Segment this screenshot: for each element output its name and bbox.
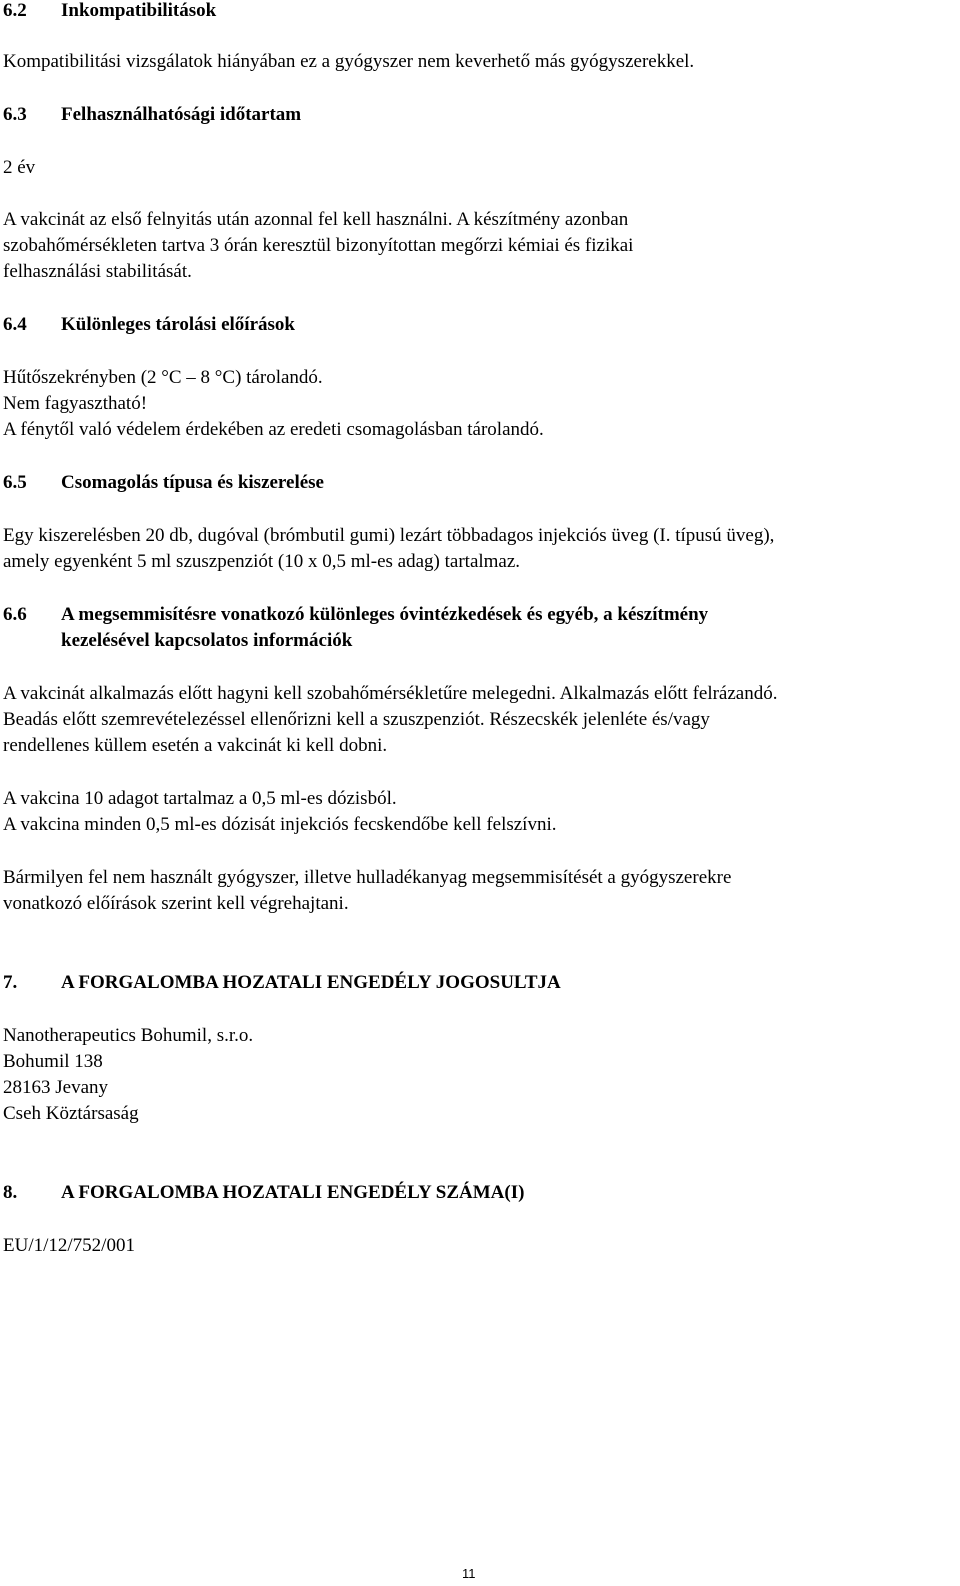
section-number: 6.3 — [3, 104, 27, 125]
section-6-6-p2-line-2: A vakcina minden 0,5 ml-es dózisát injekciós fecskendőbe kell felszívni. — [3, 814, 557, 835]
section-6-4-heading — [3, 312, 295, 338]
section-title: A megsemmisítésre vonatkozó különleges óvintézkedések és egyéb, a készítmény — [61, 604, 709, 625]
section-6-6-heading-cont: kezelésével kapcsolatos információk — [61, 630, 353, 651]
section-6-2-text: Kompatibilitási vizsgálatok hiányában ez a gyógyszer nem keverhető más gyógyszerekkel. — [3, 51, 695, 72]
section-6-6-p1-line-3: rendellenes küllem esetén a vakcinát ki kell dobni. — [3, 735, 388, 756]
section-6-6-p1-line-2: Beadás előtt szemrevételezéssel ellenőrizni kell a szuszpenziót. Részecskék jelenléte és/vagy — [3, 709, 710, 730]
holder-country: Cseh Köztársaság — [3, 1103, 139, 1124]
section-6-5-line-1: Egy kiszerelésben 20 db, dugóval (brómbutil gumi) lezárt többadagos injekciós üveg (I. típusú üveg), — [3, 525, 775, 546]
shelf-life-value: 2 év — [3, 157, 36, 178]
holder-name: Nanotherapeutics Bohumil, s.r.o. — [3, 1025, 254, 1046]
section-6-5-line-2: amely egyenként 5 ml szuszpenziót (10 x 0,5 ml-es adag) tartalmaz. — [3, 551, 521, 572]
section-title: Csomagolás típusa és kiszerelése — [61, 472, 324, 493]
section-6-4-line-3: A fénytől való védelem érdekében az eredeti csomagolásban tárolandó. — [3, 419, 544, 440]
authorisation-number: EU/1/12/752/001 — [3, 1235, 135, 1256]
section-number: 6.6 — [3, 604, 27, 625]
section-6-6-p3-line-2: vonatkozó előírások szerint kell végrehajtani. — [3, 893, 349, 914]
document-page — [3, 0, 953, 1586]
section-title: Felhasználhatósági időtartam — [61, 104, 302, 125]
section-6-3-heading — [3, 102, 301, 128]
section-8-heading — [3, 1180, 524, 1206]
section-number: 6.4 — [3, 314, 27, 335]
section-6-2-heading — [3, 0, 216, 24]
section-number: 6.5 — [3, 472, 27, 493]
section-6-4-line-1: Hűtőszekrényben (2 °C – 8 °C) tárolandó. — [3, 367, 323, 388]
section-title: A FORGALOMBA HOZATALI ENGEDÉLY JOGOSULTJA — [61, 972, 561, 993]
holder-city: 28163 Jevany — [3, 1077, 109, 1098]
section-6-5-heading — [3, 470, 324, 496]
section-number: 8. — [3, 1182, 18, 1203]
section-6-6-p1-line-1: A vakcinát alkalmazás előtt hagyni kell szobahőmérsékletűre melegedni. Alkalmazás előtt felrázandó. — [3, 683, 778, 704]
section-7-heading — [3, 970, 561, 996]
section-6-6-p2-line-1: A vakcina 10 adagot tartalmaz a 0,5 ml-es dózisból. — [3, 788, 397, 809]
section-6-6-heading — [3, 602, 708, 628]
section-title: Inkompatibilitások — [61, 0, 217, 21]
section-6-3-line-3: felhasználási stabilitását. — [3, 261, 192, 282]
holder-street: Bohumil 138 — [3, 1051, 103, 1072]
section-6-3-line-1: A vakcinát az első felnyitás után azonnal fel kell használni. A készítmény azonban — [3, 209, 629, 230]
section-6-3-line-2: szobahőmérsékleten tartva 3 órán keresztül bizonyítottan megőrzi kémiai és fizikai — [3, 235, 634, 256]
section-6-6-p3-line-1: Bármilyen fel nem használt gyógyszer, illetve hulladékanyag megsemmisítését a gyógyszerekre — [3, 867, 732, 888]
section-number: 7. — [3, 972, 18, 993]
section-title: Különleges tárolási előírások — [61, 314, 295, 335]
section-number: 6.2 — [3, 0, 27, 21]
section-6-4-line-2: Nem fagyasztható! — [3, 393, 148, 414]
section-title: A FORGALOMBA HOZATALI ENGEDÉLY SZÁMA(I) — [61, 1182, 525, 1203]
page-number: 11 — [462, 1566, 476, 1581]
